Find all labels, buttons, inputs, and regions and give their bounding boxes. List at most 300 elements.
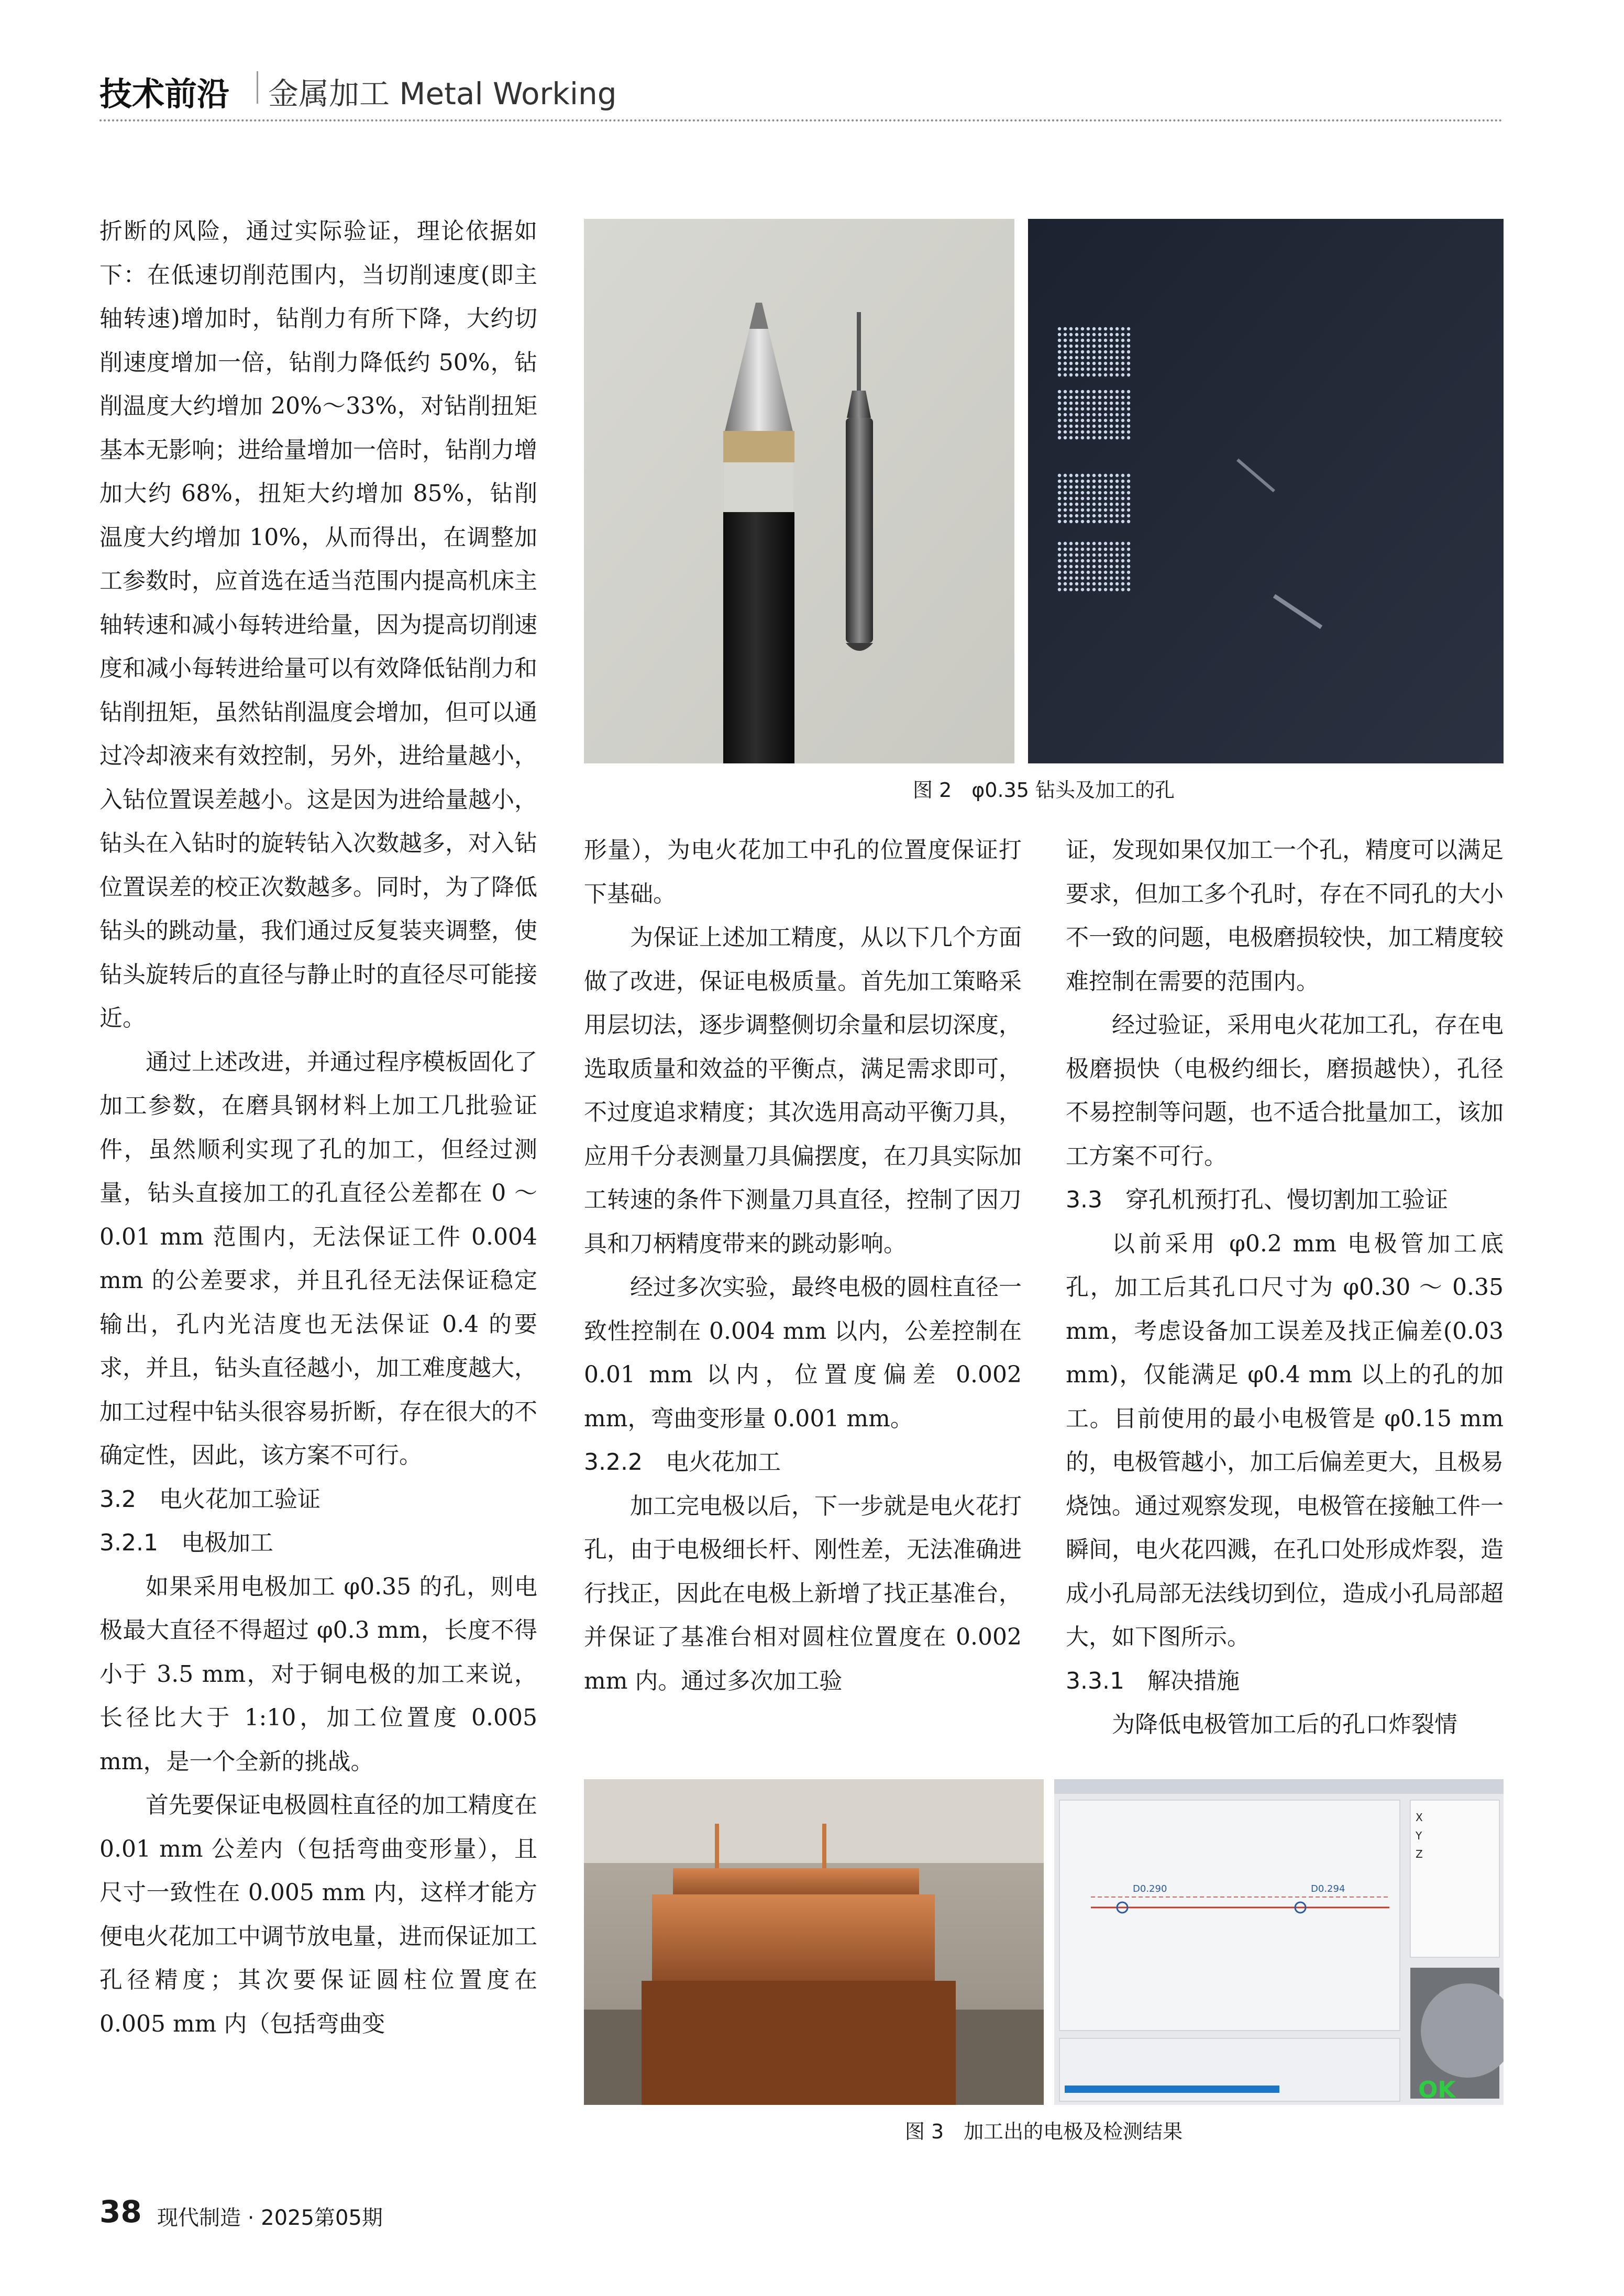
hole-dot [1058, 419, 1061, 422]
hole-dot [1121, 396, 1124, 399]
hole-dot [1127, 520, 1130, 523]
hole-dot [1064, 356, 1067, 359]
paragraph: 为保证上述加工精度，从以下几个方面做了改进，保证电极质量。首先加工策略采用层切法，逐步调整侧切余量和层切深度，选取质量和效益的平衡点，满足需求即可，不过度追求精度；其次选用高动平衡刀具，应用千分表测量刀具偏摆度，在刀具实际加工转速的条件下测量刀具直径，控制了因刀具和刀柄精度带来的跳动影响。 [584, 924, 1022, 1257]
hole-dot [1087, 368, 1090, 371]
hole-dot [1121, 436, 1124, 439]
hole-dot [1098, 559, 1101, 562]
hole-dot [1098, 503, 1101, 506]
hole-dot [1075, 491, 1078, 494]
axis-x-label: X [1416, 1811, 1423, 1824]
hole-dot [1058, 485, 1061, 489]
hole-dot [1075, 514, 1078, 517]
hole-dot [1121, 339, 1124, 342]
hole-dot [1104, 571, 1107, 574]
hole-dot [1098, 402, 1101, 405]
hole-dot [1092, 571, 1096, 574]
hole-dot [1092, 362, 1096, 365]
hole-dot [1064, 485, 1067, 489]
page-number: 38 [100, 2194, 142, 2230]
header-separator [257, 71, 258, 104]
hole-dot [1069, 413, 1073, 416]
hole-dot [1064, 497, 1067, 500]
hole-dot [1115, 588, 1119, 591]
hole-dot [1087, 582, 1090, 585]
hole-dot [1081, 373, 1084, 376]
hole-dot [1121, 497, 1124, 500]
hole-dot [1081, 362, 1084, 365]
hole-dot [1064, 559, 1067, 562]
hole-dot [1064, 419, 1067, 422]
hole-dot [1104, 419, 1107, 422]
hole-dot [1064, 333, 1067, 336]
hole-dot [1081, 413, 1084, 416]
hole-dot [1115, 497, 1119, 500]
hole-dot [1064, 480, 1067, 483]
hole-dot [1092, 503, 1096, 506]
hole-dot [1075, 576, 1078, 580]
hole-dot [1110, 356, 1113, 359]
hole-dot [1110, 559, 1113, 562]
hole-dot [1104, 425, 1107, 428]
figure-2-hole-array-photo [1028, 219, 1504, 763]
hole-dot [1075, 407, 1078, 411]
hole-dot [1081, 565, 1084, 568]
hole-dot [1110, 576, 1113, 580]
hole-dot [1064, 373, 1067, 376]
hole-dot [1087, 436, 1090, 439]
hole-dot [1058, 390, 1061, 393]
hole-dot [1092, 407, 1096, 411]
hole-dot [1115, 425, 1119, 428]
hole-dot [1115, 373, 1119, 376]
hole-dot [1104, 373, 1107, 376]
hole-dot [1092, 402, 1096, 405]
hole-dot [1127, 497, 1130, 500]
hole-dot [1081, 503, 1084, 506]
paragraph: 经过多次实验，最终电极的圆柱直径一致性控制在 0.004 mm 以内，公差控制在 0.01 mm 以内，位置度偏差 0.002 mm，弯曲变形量 0.001 mm。 [584, 1274, 1022, 1432]
hole-dot [1104, 413, 1107, 416]
hole-dot [1092, 588, 1096, 591]
paragraph: 通过上述改进，并通过程序模板固化了加工参数，在磨具钢材料上加工几批验证件，虽然顺利实现了孔的加工，但经过测量，钻头直接加工的孔直径公差都在 0 ～ 0.01 mm 范围内，无法保证工件 0.004 mm 的公差要求，并且孔径无法保证稳定输出，孔内光洁度也无法保证 0.4 的要求，并且，钻头直径越小，加工难度越大，加工过程中钻头很容易折断，存在很大的不确定性，因此，该方案不可行。 [100, 1048, 537, 1469]
hole-dot [1087, 520, 1090, 523]
hole-dot [1087, 356, 1090, 359]
hole-dot [1104, 508, 1107, 512]
dimension-label-left: D0.290 [1133, 1883, 1167, 1894]
hole-dot [1098, 407, 1101, 411]
hole-dot [1087, 407, 1090, 411]
hole-dot [1064, 396, 1067, 399]
hole-dot [1069, 368, 1073, 371]
hole-dot [1098, 430, 1101, 434]
hole-dot [1115, 413, 1119, 416]
hole-dot [1092, 390, 1096, 393]
hole-dot [1058, 559, 1061, 562]
hole-dot [1110, 565, 1113, 568]
hole-dot [1069, 327, 1073, 330]
hole-dot [1087, 390, 1090, 393]
hole-dot [1069, 362, 1073, 365]
hole-dot [1092, 576, 1096, 580]
hole-dot [1058, 553, 1061, 557]
hole-dot [1092, 565, 1096, 568]
hole-dot [1098, 436, 1101, 439]
hole-dot [1121, 480, 1124, 483]
hole-dot [1081, 485, 1084, 489]
hole-dot [1115, 514, 1119, 517]
hole-dot [1087, 588, 1090, 591]
hole-dot [1069, 553, 1073, 557]
hole-dot [1069, 491, 1073, 494]
hole-dot [1127, 436, 1130, 439]
hole-dot [1075, 390, 1078, 393]
hole-dot [1087, 402, 1090, 405]
hole-dot [1115, 565, 1119, 568]
hole-dot [1092, 497, 1096, 500]
hole-dot [1064, 368, 1067, 371]
hole-dot [1127, 362, 1130, 365]
hole-dot [1127, 350, 1130, 353]
hole-dot [1087, 497, 1090, 500]
hole-dot [1075, 485, 1078, 489]
hole-dot [1081, 345, 1084, 348]
hole-dot [1092, 333, 1096, 336]
hole-dot [1064, 413, 1067, 416]
hole-dot [1092, 480, 1096, 483]
hole-dot [1064, 339, 1067, 342]
hole-dot [1069, 576, 1073, 580]
hole-dot [1115, 356, 1119, 359]
hole-dot [1064, 436, 1067, 439]
hole-dot [1121, 425, 1124, 428]
ok-status-label: OK [1418, 2077, 1456, 2103]
hole-dot [1058, 503, 1061, 506]
hole-dot [1098, 520, 1101, 523]
hole-dot [1064, 565, 1067, 568]
hole-dot [1081, 520, 1084, 523]
hole-dot [1127, 327, 1130, 330]
hole-dot [1110, 327, 1113, 330]
hole-dot [1069, 571, 1073, 574]
copper-electrode-image [584, 1779, 1044, 2105]
hole-dot [1075, 345, 1078, 348]
hole-dot [1110, 413, 1113, 416]
hole-dot [1098, 373, 1101, 376]
hole-dot [1115, 430, 1119, 434]
hole-dot [1058, 402, 1061, 405]
hole-dot [1058, 497, 1061, 500]
hole-dot [1121, 559, 1124, 562]
hole-dot [1127, 413, 1130, 416]
hole-dot [1104, 407, 1107, 411]
inspection-software-image [1054, 1779, 1504, 2105]
dimension-label-right: D0.294 [1311, 1883, 1345, 1894]
hole-dot [1127, 430, 1130, 434]
hole-dot [1075, 396, 1078, 399]
hole-dot [1121, 350, 1124, 353]
hole-dot [1110, 436, 1113, 439]
hole-dot [1069, 503, 1073, 506]
hole-dot [1110, 520, 1113, 523]
hole-dot [1098, 553, 1101, 557]
hole-dot [1069, 425, 1073, 428]
hole-dot [1115, 548, 1119, 551]
hole-dot [1069, 480, 1073, 483]
hole-dot [1081, 407, 1084, 411]
hole-dot [1087, 553, 1090, 557]
hole-dot [1092, 542, 1096, 545]
hole-dot [1075, 339, 1078, 342]
hole-dot [1058, 373, 1061, 376]
hole-dot [1104, 402, 1107, 405]
hole-dot [1087, 571, 1090, 574]
hole-dot [1092, 485, 1096, 489]
hole-dot [1104, 436, 1107, 439]
hole-dot [1069, 565, 1073, 568]
figure-3-electrode-photo [584, 1779, 1044, 2105]
hole-dot [1127, 474, 1130, 477]
hole-dot [1069, 402, 1073, 405]
hole-dot [1115, 571, 1119, 574]
hole-dot [1098, 542, 1101, 545]
hole-dot [1110, 485, 1113, 489]
hole-dot [1104, 582, 1107, 585]
hole-dot [1104, 520, 1107, 523]
hole-dot [1110, 419, 1113, 422]
hole-dot [1098, 368, 1101, 371]
hole-dot [1087, 480, 1090, 483]
hole-dot [1104, 514, 1107, 517]
hole-dot [1115, 345, 1119, 348]
hole-dot [1121, 373, 1124, 376]
hole-dot [1104, 327, 1107, 330]
hole-dot [1081, 514, 1084, 517]
hole-dot [1087, 548, 1090, 551]
hole-dot [1104, 390, 1107, 393]
hole-dot [1104, 548, 1107, 551]
hole-dot [1075, 548, 1078, 551]
hole-dot [1075, 559, 1078, 562]
hole-dot [1110, 362, 1113, 365]
hole-dot [1075, 373, 1078, 376]
hole-dot [1092, 368, 1096, 371]
hole-dot [1110, 345, 1113, 348]
hole-dot [1064, 390, 1067, 393]
hole-dot [1064, 407, 1067, 411]
hole-dot [1115, 390, 1119, 393]
hole-dot [1075, 474, 1078, 477]
hole-dot [1110, 396, 1113, 399]
hole-dot [1104, 474, 1107, 477]
hole-dot [1064, 548, 1067, 551]
hole-dot [1098, 413, 1101, 416]
hole-dot [1098, 474, 1101, 477]
hole-dot [1081, 559, 1084, 562]
section-heading-3-2-1: 3.2.1 电极加工 [100, 1529, 273, 1556]
hole-dot [1058, 430, 1061, 434]
hole-dot [1075, 571, 1078, 574]
hole-dot [1092, 339, 1096, 342]
hole-dot [1121, 565, 1124, 568]
hole-dot [1075, 542, 1078, 545]
paragraph: 加工完电极以后，下一步就是电火花打孔，由于电极细长杆、刚性差，无法准确进行找正，因此在电极上新增了找正基准台，并保证了基准台相对圆柱位置度在 0.002 mm 内。通过多次加工验 [584, 1492, 1022, 1694]
hole-dot [1058, 514, 1061, 517]
page-header [100, 68, 1503, 115]
section-heading-3-3-1: 3.3.1 解决措施 [1066, 1667, 1240, 1694]
hole-dot [1127, 576, 1130, 580]
hole-dot [1098, 565, 1101, 568]
hole-dot [1110, 368, 1113, 371]
hole-dot [1058, 350, 1061, 353]
hole-dot [1092, 474, 1096, 477]
hole-dot [1110, 503, 1113, 506]
hole-dot [1058, 480, 1061, 483]
hole-dot [1127, 559, 1130, 562]
hole-dot [1092, 559, 1096, 562]
hole-dot [1098, 491, 1101, 494]
hole-dot [1058, 520, 1061, 523]
hole-dot [1110, 474, 1113, 477]
section-heading-3-2: 3.2 电火花加工验证 [100, 1485, 321, 1513]
drill-and-pen-image [584, 219, 1014, 763]
hole-dot [1104, 491, 1107, 494]
hole-dot [1092, 327, 1096, 330]
hole-dot [1081, 339, 1084, 342]
hole-dot [1081, 553, 1084, 557]
hole-dot [1092, 553, 1096, 557]
hole-dot [1069, 419, 1073, 422]
hole-dot [1058, 345, 1061, 348]
hole-dot [1104, 350, 1107, 353]
hole-dot [1110, 333, 1113, 336]
hole-dot [1058, 333, 1061, 336]
hole-dot [1092, 350, 1096, 353]
hole-dot [1104, 356, 1107, 359]
hole-dot [1115, 474, 1119, 477]
hole-dot [1104, 362, 1107, 365]
hole-dot [1087, 491, 1090, 494]
hole-dot [1110, 491, 1113, 494]
hole-dot [1127, 402, 1130, 405]
hole-dot [1064, 491, 1067, 494]
hole-dot [1081, 497, 1084, 500]
hole-dot [1098, 339, 1101, 342]
hole-dot [1127, 571, 1130, 574]
hole-dot [1121, 327, 1124, 330]
hole-dot [1127, 548, 1130, 551]
hole-dot [1087, 542, 1090, 545]
hole-dot [1081, 548, 1084, 551]
hole-dot [1098, 425, 1101, 428]
hole-dot [1081, 396, 1084, 399]
section-heading-3-3: 3.3 穿孔机预打孔、慢切割加工验证 [1066, 1186, 1448, 1213]
hole-dot [1127, 419, 1130, 422]
hole-dot [1104, 480, 1107, 483]
figure-2-caption: 图 2 φ0.35 钻头及加工的孔 [912, 779, 1175, 802]
hole-dot [1115, 350, 1119, 353]
paragraph: 以前采用 φ0.2 mm 电极管加工底孔，加工后其孔口尺寸为 φ0.30 ～ 0.35 mm，考虑设备加工误差及找正偏差(0.03 mm)，仅能满足 φ0.4 mm 以上的孔的加工。目前使用的最小电极管是 φ0.15 mm 的，电极管越小，加工后偏差更大，且极易烧蚀。通过观察发现，电极管在接触工件一瞬间，电火花四溅，在孔口处形成炸裂，造成小孔局部无法线切到位，造成小孔局部超大，如下图所示。 [1066, 1230, 1504, 1650]
hole-dot [1121, 508, 1124, 512]
hole-dot [1121, 413, 1124, 416]
hole-dot [1075, 327, 1078, 330]
hole-dot [1110, 588, 1113, 591]
hole-dot [1058, 571, 1061, 574]
hole-dot [1121, 542, 1124, 545]
hole-dot [1081, 576, 1084, 580]
hole-dot [1064, 588, 1067, 591]
hole-dot [1121, 571, 1124, 574]
hole-dot [1087, 327, 1090, 330]
hole-dot [1127, 508, 1130, 512]
hole-dot [1098, 362, 1101, 365]
hole-dot [1115, 327, 1119, 330]
hole-dot [1127, 553, 1130, 557]
hole-dot [1075, 553, 1078, 557]
hole-dot [1058, 425, 1061, 428]
hole-dot [1121, 362, 1124, 365]
hole-dot [1127, 390, 1130, 393]
hole-dot [1069, 390, 1073, 393]
hole-dot [1075, 480, 1078, 483]
hole-dot [1058, 565, 1061, 568]
hole-dot [1069, 350, 1073, 353]
hole-dot [1127, 485, 1130, 489]
hole-dot [1127, 396, 1130, 399]
hole-dot [1087, 430, 1090, 434]
hole-dot [1064, 553, 1067, 557]
paragraph: 折断的风险，通过实际验证，理论依据如下：在低速切削范围内，当切削速度(即主轴转速)增加时，钻削力有所下降，大约切削速度增加一倍，钻削力降低约 50%，钻削温度大约增加 20%～33%，对钻削扭矩基本无影响；进给量增加一倍时，钻削力增加大约 68%，扭矩大约增加 85%，钻削温度大约增加 10%，从而得出，在调整加工参数时，应首选在适当范围内提高机床主轴转速和减小每转进给量，因为提高切削速度和减小每转进给量可以有效降低钻削力和钻削扭矩，虽然钻削温度会增加，但可以通过冷却液来有效控制，另外，进给量越小，入钻位置误差越小。这是因为进给量越小，钻头在入钻时的旋转钻入次数越多，对入钻位置误差的校正次数越多。同时，为了降低钻头的跳动量，我们通过反复装夹调整，使钻头旋转后的直径与静止时的直径尽可能接近。 [100, 218, 537, 1031]
hole-dot [1104, 485, 1107, 489]
hole-dot [1081, 582, 1084, 585]
paragraph: 证，发现如果仅加工一个孔，精度可以满足要求，但加工多个孔时，存在不同孔的大小不一致的问题，电极磨损较快，加工精度较难控制在需要的范围内。 [1066, 837, 1504, 995]
hole-dot [1127, 339, 1130, 342]
text-column-3 [1066, 828, 1504, 1747]
hole-dot [1069, 520, 1073, 523]
hole-dot [1087, 350, 1090, 353]
hole-dot [1104, 368, 1107, 371]
hole-dot [1110, 542, 1113, 545]
hole-dot [1104, 430, 1107, 434]
hole-dot [1098, 350, 1101, 353]
hole-dot [1069, 485, 1073, 489]
hole-dot [1058, 413, 1061, 416]
hole-dot [1075, 333, 1078, 336]
hole-dot [1064, 542, 1067, 545]
hole-dot [1115, 582, 1119, 585]
hole-dot [1081, 508, 1084, 512]
hole-dot [1098, 497, 1101, 500]
header-divider [100, 119, 1503, 121]
hole-dot [1110, 582, 1113, 585]
hole-dot [1087, 362, 1090, 365]
hole-dot [1069, 333, 1073, 336]
hole-dot [1104, 542, 1107, 545]
hole-dot [1064, 345, 1067, 348]
hole-dot [1092, 425, 1096, 428]
hole-dot [1098, 588, 1101, 591]
hole-dot [1069, 559, 1073, 562]
hole-dot [1064, 571, 1067, 574]
hole-dot [1127, 373, 1130, 376]
hole-dot [1069, 373, 1073, 376]
hole-dot [1121, 491, 1124, 494]
hole-dot [1115, 508, 1119, 512]
hole-dot [1127, 333, 1130, 336]
hole-dot [1098, 419, 1101, 422]
hole-dot [1069, 430, 1073, 434]
hole-dot [1081, 368, 1084, 371]
hole-dot [1069, 497, 1073, 500]
hole-dot [1087, 474, 1090, 477]
